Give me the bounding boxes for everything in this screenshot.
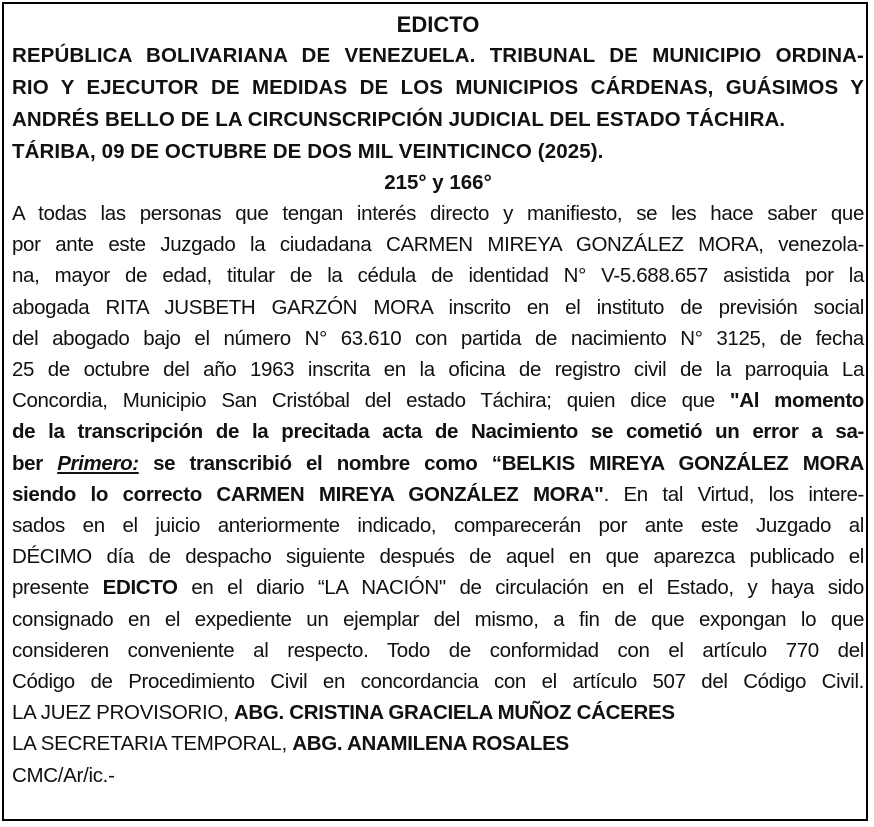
body-line: consideren conveniente al respecto. Todo de conformidad con el artículo 770 del (12, 638, 864, 662)
body-line: na, mayor de edad, titular de la cédula de identidad N° V-5.688.657 asistida por la (12, 264, 864, 288)
body-line: Código de Procedimiento Civil en concordancia con el artículo 507 del Código Civil. (12, 670, 864, 694)
body-bold-text: EDICTO (102, 576, 178, 600)
reference-initials: CMC/Ar/ic.- (12, 763, 115, 787)
body-line: del abogado bajo el número N° 63.610 con partida de nacimiento N° 3125, de fecha (12, 326, 864, 350)
body-bold-text: "Al momento (729, 389, 864, 413)
secretary-role: LA SECRETARIA TEMPORAL, (12, 732, 293, 756)
body-text: Concordia, Municipio San Cristóbal del estado Táchira; quien dice que (12, 389, 730, 413)
body-line (12, 385, 864, 416)
body-text: presente (12, 576, 103, 600)
header-date-line: TÁRIBA, 09 DE OCTUBRE DE DOS MIL VEINTICINCO (2025). (12, 140, 604, 163)
body-line (12, 479, 864, 510)
secretary-name: ABG. ANAMILENA ROSALES (292, 732, 569, 756)
header-line: ANDRÉS BELLO DE LA CIRCUNSCRIPCIÓN JUDICIAL DEL ESTADO TÁCHIRA. (12, 108, 786, 131)
edict-years: 215° y 166° (384, 171, 492, 194)
edict-signatures (12, 697, 864, 791)
header-line: RIO Y EJECUTOR DE MEDIDAS DE LOS MUNICIPIOS CÁRDENAS, GUÁSIMOS Y (12, 76, 864, 99)
edict-body (12, 198, 864, 697)
secretary-signature-line (12, 728, 864, 759)
body-line: de la transcripción de la precitada acta de Nacimiento se cometió un error a sa- (12, 420, 864, 444)
body-bold-text: se transcribió el nombre como “BELKIS MIREYA GONZÁLEZ MORA (138, 451, 864, 475)
body-line: 25 de octubre del año 1963 inscrita en la oficina de registro civil de la parroquia La (12, 358, 864, 382)
edict-frame (2, 2, 868, 821)
body-line (12, 572, 864, 603)
body-text: . En tal Virtud, los intere- (603, 482, 864, 506)
body-line: DÉCIMO día de despacho siguiente después de aquel en que aparezca publicado el (12, 545, 864, 569)
body-line: sados en el juicio anteriormente indicado, comparecerán por ante este Juzgado al (12, 514, 864, 538)
judge-signature-line (12, 697, 864, 728)
body-line: abogada RITA JUSBETH GARZÓN MORA inscrito en el instituto de previsión social (12, 295, 864, 319)
edict-title: EDICTO (396, 12, 480, 37)
body-bold-text: siendo lo correcto CARMEN MIREYA GONZÁLEZ MORA" (12, 482, 604, 506)
edict-header (12, 40, 864, 168)
edict-document (12, 10, 864, 791)
header-line: REPÚBLICA BOLIVARIANA DE VENEZUELA. TRIBUNAL DE MUNICIPIO ORDINA- (12, 44, 864, 67)
judge-role: LA JUEZ PROVISORIO, (12, 701, 234, 725)
body-line: consignado en el expediente un ejemplar del mismo, a fin de que expongan lo que (12, 607, 864, 631)
body-line (12, 448, 864, 479)
body-line: A todas las personas que tengan interés directo y manifiesto, se les hace saber que (12, 202, 864, 225)
body-line: por ante este Juzgado la ciudadana CARMEN MIREYA GONZÁLEZ MORA, venezola- (12, 233, 864, 257)
body-bold-text: ber (12, 451, 58, 475)
primero-label: Primero: (57, 451, 139, 475)
body-text: en el diario “LA NACIÓN" de circulación en el Estado, y haya sido (177, 576, 864, 600)
judge-name: ABG. CRISTINA GRACIELA MUÑOZ CÁCERES (233, 701, 675, 725)
